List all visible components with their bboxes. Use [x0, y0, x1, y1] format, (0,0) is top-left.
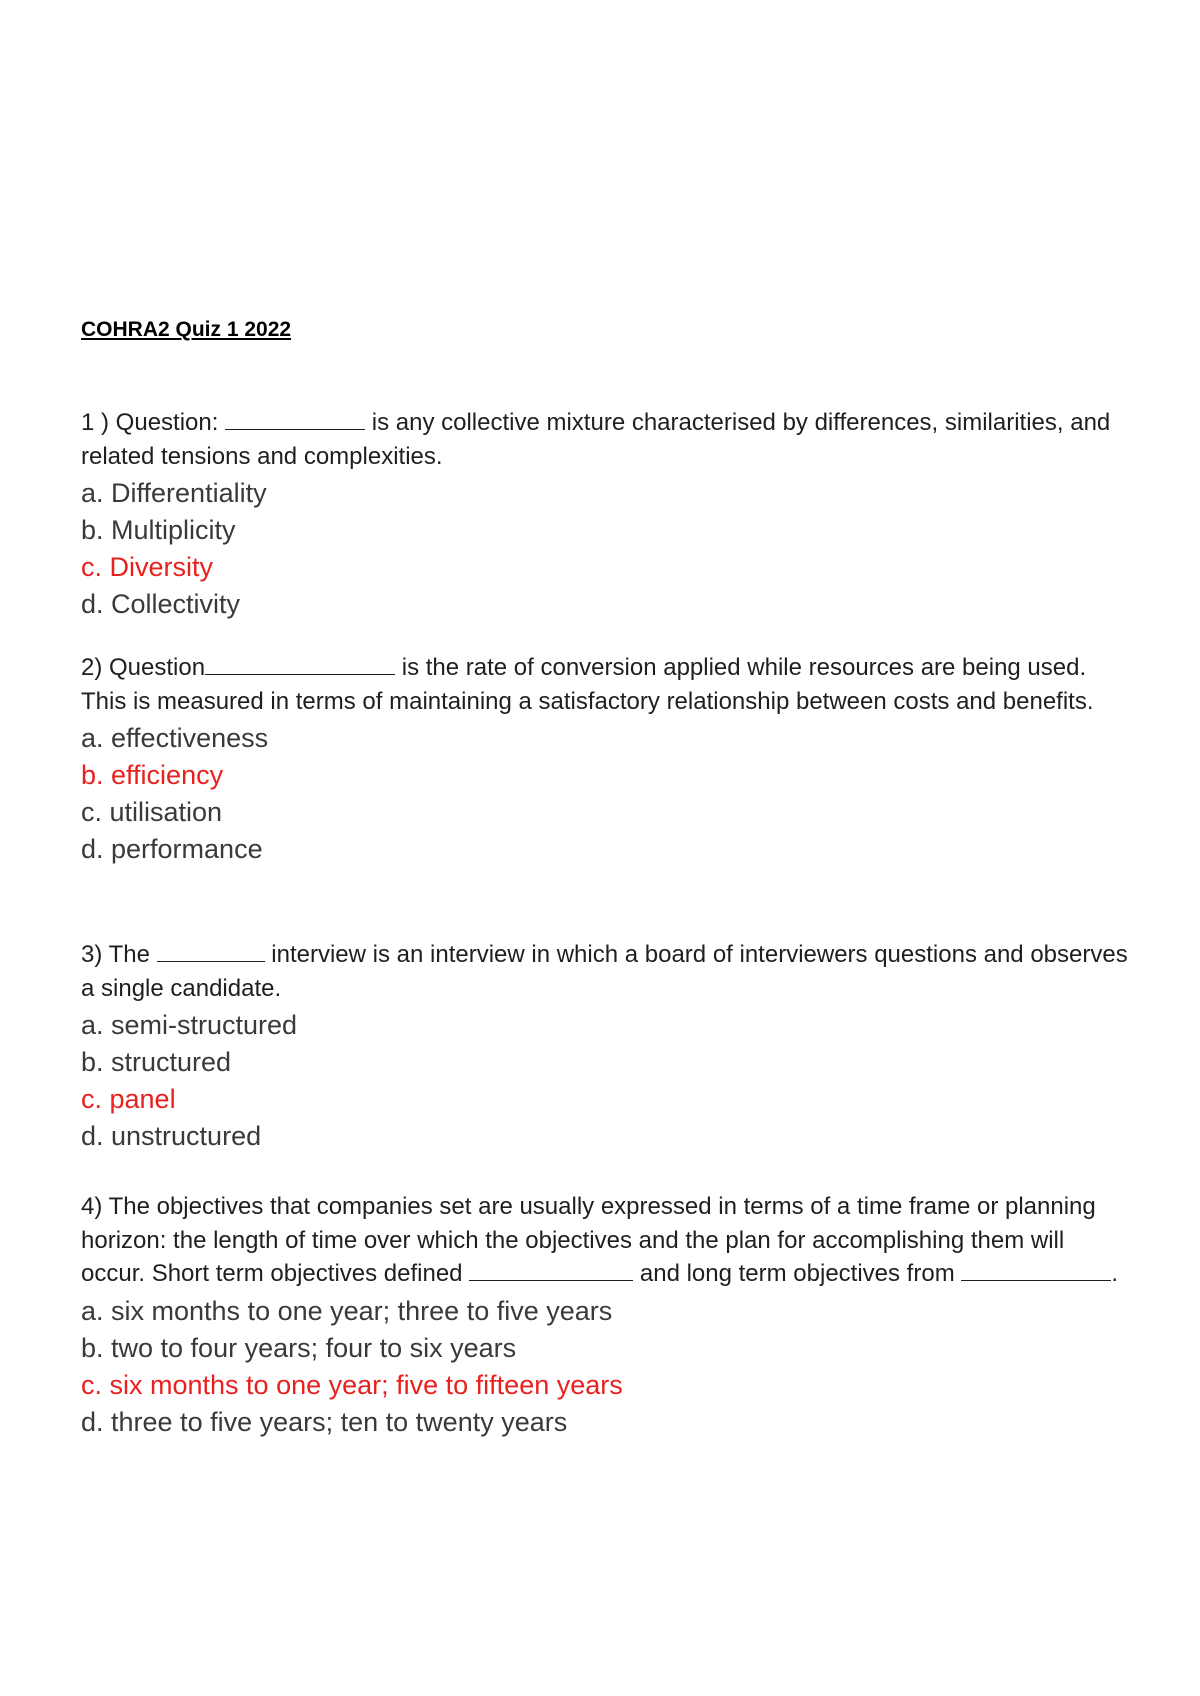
question-prefix: 3) The: [81, 941, 157, 968]
options-list: [81, 720, 1131, 868]
option-b: b. structured: [81, 1047, 232, 1077]
answer-blank: [205, 654, 395, 675]
question-text: [81, 406, 1131, 473]
options-list: [81, 1007, 1131, 1155]
question-text: [81, 938, 1131, 1005]
question-suffix: is the rate of conversion applied while resources are being used. This is measured in terms of maintaining a satisfactory relationship between costs and benefits.: [81, 654, 1094, 715]
option-b-correct: b. efficiency: [81, 760, 224, 790]
options-list: [81, 1293, 1131, 1441]
option-d: d. unstructured: [81, 1121, 262, 1151]
option-c: c. utilisation: [81, 797, 223, 827]
option-a: a. Differentiality: [81, 478, 267, 508]
question-text: [81, 651, 1131, 718]
option-a: a. effectiveness: [81, 723, 269, 753]
question-suffix: interview is an interview in which a board of interviewers questions and observes a single candidate.: [81, 941, 1128, 1002]
option-c-correct: c. six months to one year; five to fifteen years: [81, 1369, 623, 1400]
question-2: [81, 651, 1131, 868]
answer-blank: [225, 409, 365, 430]
document-title: COHRA2 Quiz 1 2022: [81, 318, 292, 341]
option-c-correct: c. panel: [81, 1084, 176, 1114]
question-middle: and long term objectives from: [633, 1260, 962, 1287]
question-4: [81, 1190, 1131, 1441]
options-list: [81, 475, 1131, 623]
question-3: [81, 938, 1131, 1155]
question-suffix: .: [1111, 1260, 1119, 1287]
option-d: d. Collectivity: [81, 589, 241, 619]
question-prefix: 2) Question: [81, 654, 206, 681]
question-suffix: is any collective mixture characterised by differences, similarities, and related tensions and complexities.: [81, 409, 1111, 470]
option-d: d. performance: [81, 834, 263, 864]
question-1: [81, 406, 1131, 623]
option-c-correct: c. Diversity: [81, 552, 214, 582]
question-text: [81, 1190, 1131, 1291]
question-prefix: 1 ) Question:: [81, 409, 226, 436]
option-d: d. three to five years; ten to twenty years: [81, 1406, 568, 1437]
option-a: a. semi-structured: [81, 1010, 298, 1040]
answer-blank: [469, 1260, 633, 1281]
answer-blank: [157, 941, 265, 962]
option-b: b. Multiplicity: [81, 515, 236, 545]
option-b: b. two to four years; four to six years: [81, 1332, 517, 1363]
option-a: a. six months to one year; three to five years: [81, 1295, 613, 1326]
question-prefix: 4) The objectives that companies set are usually expressed in terms of a time frame or planning horizon: the length of time over which the objectives and the plan for accomplishing them will occur. Short term objectives defined: [81, 1193, 1096, 1287]
answer-blank: [961, 1260, 1111, 1281]
